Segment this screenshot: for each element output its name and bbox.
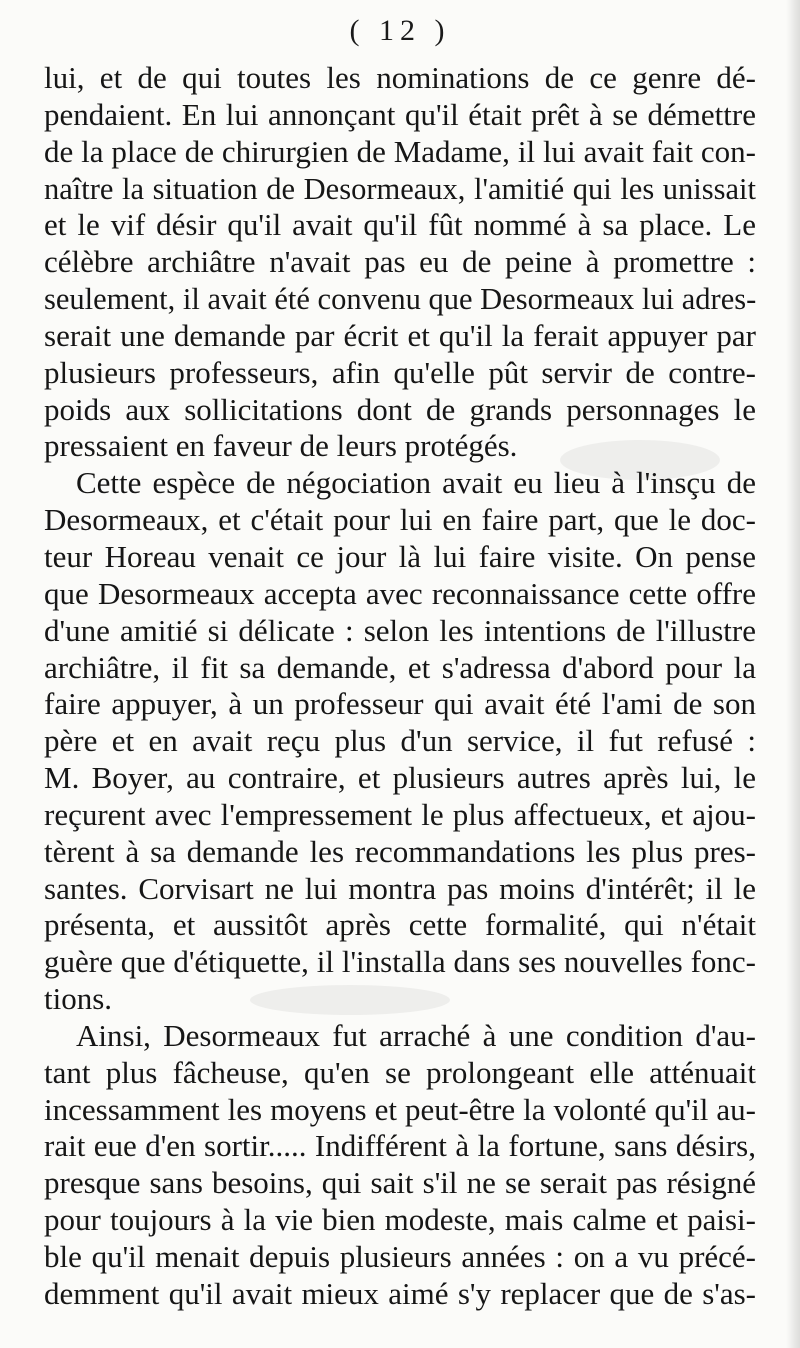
- text-line: teur Horeau venait ce jour là lui faire visite. On pense: [44, 538, 756, 574]
- text-line: poids aux sollicitations dont de grands personnages le: [44, 391, 756, 427]
- text-line: M. Boyer, au contraire, et plusieurs autres après lui, le: [44, 760, 756, 796]
- text-line: tant plus fâcheuse, qu'en se prolongeant elle atténuait: [44, 1054, 756, 1090]
- text-line: incessamment les moyens et peut-être la volonté qu'il au-: [44, 1091, 756, 1127]
- page-number: ( 12 ): [349, 14, 451, 47]
- text-line: que Desormeaux accepta avec reconnaissance cette offre: [44, 575, 756, 611]
- text-line: célèbre archiâtre n'avait pas eu de peine à promettre :: [44, 244, 756, 280]
- text-line: pour toujours à la vie bien modeste, mais calme et paisi-: [44, 1202, 756, 1238]
- text-line: faire appuyer, à un professeur qui avait été l'ami de son: [44, 686, 756, 722]
- text-line: de la place de chirurgien de Madame, il lui avait fait con-: [44, 133, 756, 169]
- text-line: reçurent avec l'empressement le plus affectueux, et ajou-: [44, 796, 756, 832]
- text-line: rait eue d'en sortir..... Indifférent à la fortune, sans désirs,: [44, 1128, 756, 1164]
- text-line: ble qu'il menait depuis plusieurs années : on a vu précé-: [44, 1239, 756, 1274]
- paragraph-end-line: tions.: [44, 981, 113, 1017]
- text-line: d'une amitié si délicate : selon les intentions de l'illustre: [44, 612, 756, 648]
- text-line: plusieurs professeurs, afin qu'elle pût servir de contre-: [44, 354, 756, 390]
- paragraph-end-line: pressaient en faveur de leurs protégés.: [44, 428, 518, 464]
- text-line: Desormeaux, et c'était pour lui en faire part, que le doc-: [44, 502, 756, 538]
- page-edge-shadow: [786, 0, 800, 1348]
- text-line: présenta, et aussitôt après cette formalité, qui n'était: [44, 907, 756, 943]
- text-line: et le vif désir qu'il avait qu'il fût nommé à sa place. Le: [44, 207, 756, 243]
- text-line: archiâtre, il fit sa demande, et s'adressa d'abord pour la: [44, 649, 756, 685]
- text-line: guère que d'étiquette, il l'installa dans ses nouvelles fonc-: [44, 944, 756, 980]
- text-line: seulement, il avait été convenu que Desormeaux lui adres-: [44, 282, 757, 317]
- text-line: naître la situation de Desormeaux, l'amitié qui les unissait: [44, 171, 756, 206]
- text-line: presque sans besoins, qui sait s'il ne se serait pas résigné: [44, 1165, 756, 1201]
- paragraph-start-line: Ainsi, Desormeaux fut arraché à une condition d'au-: [76, 1017, 756, 1053]
- text-line: lui, et de qui toutes les nominations de ce genre dé-: [44, 60, 756, 95]
- text-line: serait une demande par écrit et qu'il la ferait appuyer par: [44, 317, 756, 353]
- text-line: père et en avait reçu plus d'un service, il fut refusé :: [44, 723, 756, 759]
- body-text: [44, 60, 756, 1313]
- text-line: santes. Corvisart ne lui montra pas moins d'intérêt; il le: [44, 870, 756, 906]
- text-line: demment qu'il avait mieux aimé s'y replacer que de s'as-: [44, 1275, 756, 1311]
- text-line: tèrent à sa demande les recommandations les plus pres-: [44, 833, 756, 869]
- text-line: pendaient. En lui annonçant qu'il était prêt à se démettre: [44, 96, 756, 132]
- paragraph-start-line: Cette espèce de négociation avait eu lieu à l'insçu de: [76, 465, 756, 501]
